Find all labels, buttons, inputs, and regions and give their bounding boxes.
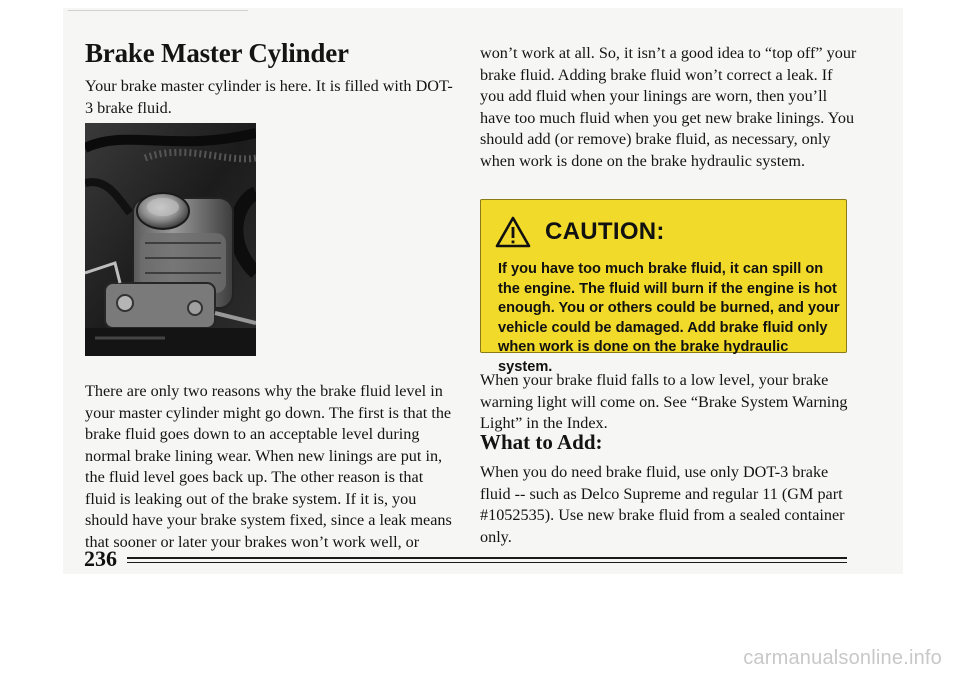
what-to-add-heading: What to Add:: [480, 430, 603, 454]
footer-rule: [127, 557, 847, 559]
top-off-paragraph: won’t work at all. So, it isn’t a good idea to “top off” your brake fluid. Adding brake fluid won’t correct a leak. If you add fluid when your linings are worn, then you’ll have too much fluid when you get new brake linings. You should add (or remove) brake fluid, as necessary, only when work is done on the brake hydraulic system.: [480, 44, 857, 170]
caution-box: [480, 199, 847, 375]
caution-text: If you have too much brake fluid, it can spill on the engine. The fluid will burn if the engine is hot enough. You or others could be burned, and your vehicle could be damaged. Add brake fluid only when work is done on the brake hydraulic system.: [498, 261, 840, 375]
master-cylinder-photo: [85, 123, 256, 356]
reasons-paragraph: There are only two reasons why the brake fluid level in your master cylinder might go down. The first is that the brake fluid goes down to an acceptable level during normal brake lining wear. When new linings are put in, the fluid level goes back up. The other reason is that fluid is leaking out of the brake system. If it is, you should have your brake system fixed, since a leak means that sooner or later your brakes won’t work well, or: [85, 382, 452, 551]
caution-header: [495, 214, 665, 250]
top-scan-line: [68, 10, 248, 11]
warning-triangle-icon: [495, 215, 531, 249]
master-cylinder-illustration: [85, 123, 256, 356]
caution-title: CAUTION:: [545, 218, 665, 245]
what-to-add-paragraph: When you do need brake fluid, use only DOT-3 brake fluid -- such as Delco Supreme and regular 11 (GM part #1052535). Use new brake fluid from a sealed container only.: [480, 463, 845, 546]
section-title: Brake Master Cylinder: [85, 38, 349, 68]
watermark-text: carmanualsonline.info: [743, 647, 942, 669]
footer-rule-thin: [127, 562, 847, 563]
intro-paragraph: Your brake master cylinder is here. It is filled with DOT-3 brake fluid.: [85, 77, 453, 117]
warning-light-paragraph: When your brake fluid falls to a low level, your brake warning light will come on. See “Brake System Warning Light” in the Index.: [480, 371, 848, 432]
page-number: 236: [84, 546, 117, 571]
